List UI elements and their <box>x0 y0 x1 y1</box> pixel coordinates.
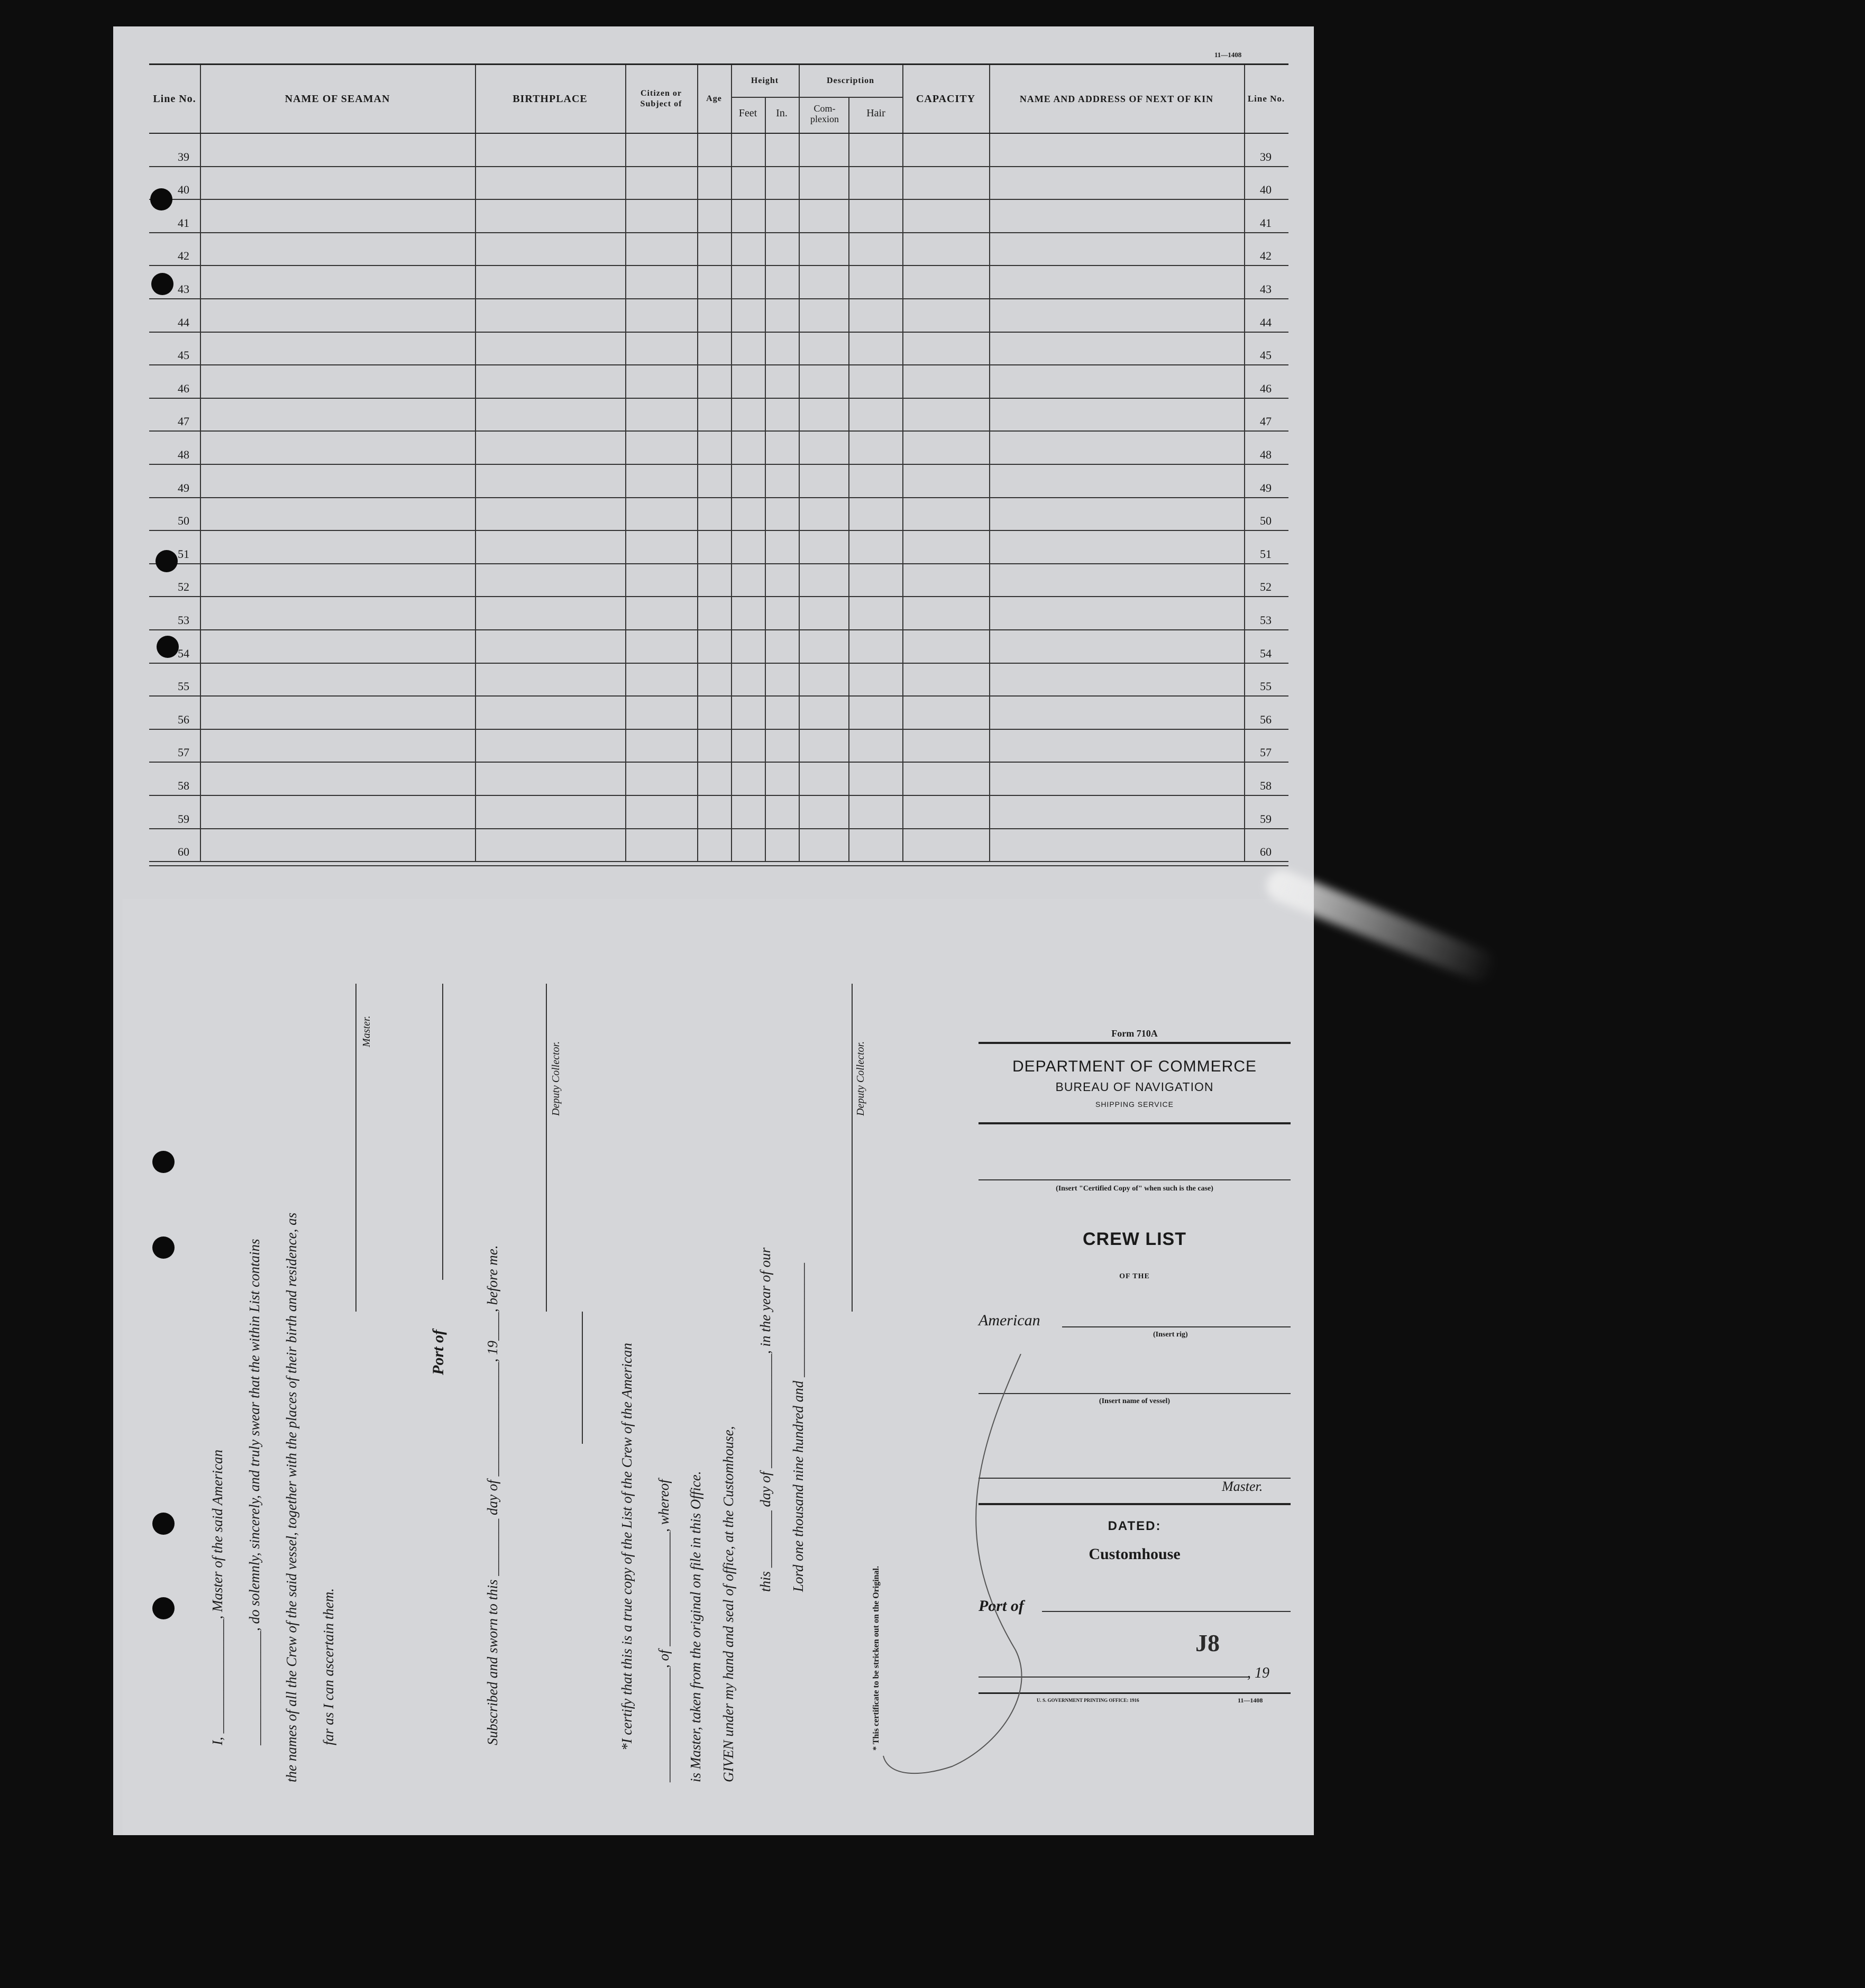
line-number-right: 43 <box>1260 282 1272 296</box>
header-line-no-right: Line No. <box>1247 94 1285 104</box>
deputy-collector-2: Deputy Collector. <box>855 1041 866 1116</box>
line-number-left: 52 <box>178 580 189 594</box>
line-number-right: 41 <box>1260 216 1272 230</box>
line-number-right: 40 <box>1260 183 1272 197</box>
header-description: Description <box>826 76 875 85</box>
column-divider <box>625 134 626 862</box>
line-number-right: 44 <box>1260 315 1272 329</box>
table-row <box>149 629 1288 630</box>
header-subdivider <box>731 97 799 98</box>
line-number-right: 42 <box>1260 249 1272 263</box>
line-number-right: 55 <box>1260 680 1272 693</box>
table-row <box>149 695 1288 697</box>
printer-line: U. S. GOVERNMENT PRINTING OFFICE: 1916 <box>1037 1698 1139 1703</box>
line-number-right: 45 <box>1260 349 1272 362</box>
column-divider <box>765 134 766 862</box>
customhouse-label: Customhouse <box>1089 1545 1181 1563</box>
department-title: DEPARTMENT OF COMMERCE <box>1012 1058 1257 1075</box>
punch-hole <box>152 1513 175 1535</box>
line-number-left: 51 <box>178 547 189 561</box>
line-number-left: 48 <box>178 448 189 461</box>
table-row <box>149 828 1288 829</box>
line-number-left: 60 <box>178 845 189 859</box>
line-number-right: 46 <box>1260 381 1272 395</box>
header-name-of-seaman: NAME OF SEAMAN <box>285 93 390 105</box>
cover-form-code: 11—1408 <box>1238 1697 1263 1704</box>
table-row <box>149 298 1288 299</box>
line-number-left: 45 <box>178 349 189 362</box>
header-subdivider <box>799 97 902 98</box>
certify-text: *I certify that this is a true copy of the List of the Crew of the American <box>619 1343 635 1751</box>
column-divider <box>902 134 903 862</box>
footnote-text: * This certificate to be stricken out on the Original. <box>872 1566 881 1751</box>
line-number-left: 39 <box>178 150 189 163</box>
table-row <box>149 762 1288 763</box>
table-row <box>149 861 1288 862</box>
deputy-collector-1: Deputy Collector. <box>550 1041 562 1116</box>
column-divider <box>200 134 201 862</box>
header-divider <box>902 65 903 133</box>
table-row <box>149 729 1288 730</box>
table-row <box>149 398 1288 399</box>
header-inches: In. <box>776 107 788 119</box>
line-number-left: 46 <box>178 381 189 395</box>
table-row <box>149 265 1288 266</box>
header-divider <box>848 97 849 133</box>
line-number-right: 57 <box>1260 746 1272 759</box>
table-row <box>149 464 1288 465</box>
line-number-right: 59 <box>1260 812 1272 826</box>
table-row <box>149 199 1288 200</box>
crew-list-title: CREW LIST <box>1083 1229 1186 1249</box>
pencil-mark <box>867 1354 1037 1788</box>
column-divider <box>799 134 800 862</box>
header-divider <box>799 65 800 133</box>
line-number-left: 54 <box>178 646 189 660</box>
header-height: Height <box>751 76 779 85</box>
line-number-left: 50 <box>178 514 189 528</box>
line-number-right: 39 <box>1260 150 1272 163</box>
column-divider <box>731 134 732 862</box>
column-divider <box>475 134 476 862</box>
table-row <box>149 530 1288 531</box>
oath-line-1: I, ________________, Master of the said American <box>209 1450 225 1745</box>
header-feet: Feet <box>738 107 757 119</box>
header-capacity: CAPACITY <box>916 93 976 105</box>
header-divider <box>1244 65 1245 133</box>
header-divider <box>697 65 698 133</box>
table-bottom-rule <box>149 865 1288 866</box>
separator-line <box>582 1312 583 1444</box>
table-row <box>149 166 1288 167</box>
cover-rule <box>979 1042 1291 1044</box>
column-divider <box>989 134 990 862</box>
rig-line <box>1062 1326 1291 1327</box>
header-divider <box>731 65 732 133</box>
line-number-left: 40 <box>178 183 189 197</box>
header-divider <box>475 65 476 133</box>
given-text: GIVEN under my hand and seal of office, at the Customhouse, <box>720 1426 736 1782</box>
header-line-no: Line No. <box>153 93 196 105</box>
line-number-right: 51 <box>1260 547 1272 561</box>
deputy-signature-line-1 <box>546 984 547 1312</box>
master-label: Master. <box>361 1015 372 1047</box>
table-row <box>149 563 1288 564</box>
deputy-signature-line-2 <box>852 984 853 1312</box>
line-number-right: 53 <box>1260 613 1272 627</box>
table-row <box>149 430 1288 432</box>
punch-hole <box>157 636 179 658</box>
punch-hole <box>152 1597 175 1619</box>
line-number-left: 47 <box>178 415 189 428</box>
header-complexion: Com-plexion <box>810 103 839 124</box>
american-label: American <box>979 1312 1040 1329</box>
table-row <box>149 596 1288 597</box>
punch-hole <box>152 1236 175 1259</box>
line-number-right: 48 <box>1260 448 1272 461</box>
master-signature-line <box>355 984 356 1312</box>
punch-hole <box>150 188 172 210</box>
header-divider <box>989 65 990 133</box>
this-day-text: this ________ day of ________________, in the year of our <box>757 1248 773 1592</box>
line-number-left: 42 <box>178 249 189 263</box>
stamp-mark: J8 <box>1195 1629 1220 1656</box>
table-header <box>149 63 1288 134</box>
table-body <box>149 134 1288 880</box>
cover-master-label: Master. <box>1222 1479 1263 1494</box>
table-row <box>149 232 1288 233</box>
bureau-title: BUREAU OF NAVIGATION <box>1055 1080 1214 1094</box>
of-the-label: OF THE <box>1119 1272 1150 1280</box>
header-age: Age <box>706 94 722 103</box>
port-of-label: Port of <box>429 1330 447 1375</box>
year-suffix: , 19 <box>1247 1665 1269 1681</box>
line-number-left: 56 <box>178 712 189 726</box>
punch-hole <box>151 273 173 295</box>
of-whereof-text: ________________, of ________________, whereof <box>656 1479 672 1782</box>
line-number-right: 49 <box>1260 481 1272 494</box>
cover-port-of-label: Port of <box>979 1597 1024 1615</box>
header-birthplace: BIRTHPLACE <box>513 93 588 105</box>
header-divider <box>625 65 626 133</box>
column-divider <box>848 134 849 862</box>
insert-rig-label: (Insert rig) <box>1153 1331 1188 1339</box>
punch-hole <box>156 550 178 572</box>
line-number-left: 44 <box>178 315 189 329</box>
table-row <box>149 332 1288 333</box>
header-hair: Hair <box>866 107 885 119</box>
table-row <box>149 663 1288 664</box>
oath-line-3: the names of all the Crew of the said vessel, together with the places of their birth and residence, as <box>284 1212 299 1782</box>
line-number-left: 59 <box>178 812 189 826</box>
line-number-left: 41 <box>178 216 189 230</box>
subscribed-text: Subscribed and sworn to this ________ day of ________________, 19____, before me. <box>484 1245 500 1745</box>
certified-note: (Insert "Certified Copy of" when such is the case) <box>1056 1185 1213 1193</box>
table-row <box>149 364 1288 365</box>
line-number-right: 56 <box>1260 712 1272 726</box>
column-divider <box>1244 134 1245 862</box>
oath-line-4: far as I can ascertain them. <box>321 1588 336 1745</box>
line-number-right: 54 <box>1260 646 1272 660</box>
column-divider <box>697 134 698 862</box>
line-number-right: 50 <box>1260 514 1272 528</box>
header-divider <box>200 65 201 133</box>
line-number-left: 57 <box>178 746 189 759</box>
header-divider <box>765 97 766 133</box>
table-row <box>149 795 1288 796</box>
line-number-left: 43 <box>178 282 189 296</box>
is-master-text: is Master, taken from the original on file in this Office. <box>688 1471 703 1782</box>
line-number-right: 52 <box>1260 580 1272 594</box>
header-citizen: Citizen or Subject of <box>640 89 682 108</box>
table-row <box>149 497 1288 498</box>
line-number-right: 60 <box>1260 845 1272 859</box>
port-name-line <box>1042 1611 1291 1612</box>
oath-line-2: ________________, do solemnly, sincerely, and truly swear that the within List contains <box>246 1239 262 1745</box>
insert-vessel-label: (Insert name of vessel) <box>1099 1397 1171 1405</box>
dated-label: DATED: <box>1108 1519 1162 1533</box>
line-number-left: 49 <box>178 481 189 494</box>
line-number-left: 53 <box>178 613 189 627</box>
service-title: SHIPPING SERVICE <box>1095 1100 1174 1108</box>
line-number-left: 58 <box>178 779 189 792</box>
cover-rule <box>979 1122 1291 1124</box>
header-next-of-kin: NAME AND ADDRESS OF NEXT OF KIN <box>1019 94 1214 104</box>
form-number: Form 710A <box>1111 1028 1158 1039</box>
form-code-top: 11—1408 <box>1214 51 1242 59</box>
certified-copy-line <box>979 1179 1291 1180</box>
crew-table <box>149 63 1288 880</box>
line-number-left: 55 <box>178 680 189 693</box>
punch-hole <box>152 1151 175 1173</box>
line-number-right: 47 <box>1260 415 1272 428</box>
port-line <box>442 984 443 1280</box>
line-number-right: 58 <box>1260 779 1272 792</box>
lord-text: Lord one thousand nine hundred and ________________ <box>790 1263 806 1592</box>
